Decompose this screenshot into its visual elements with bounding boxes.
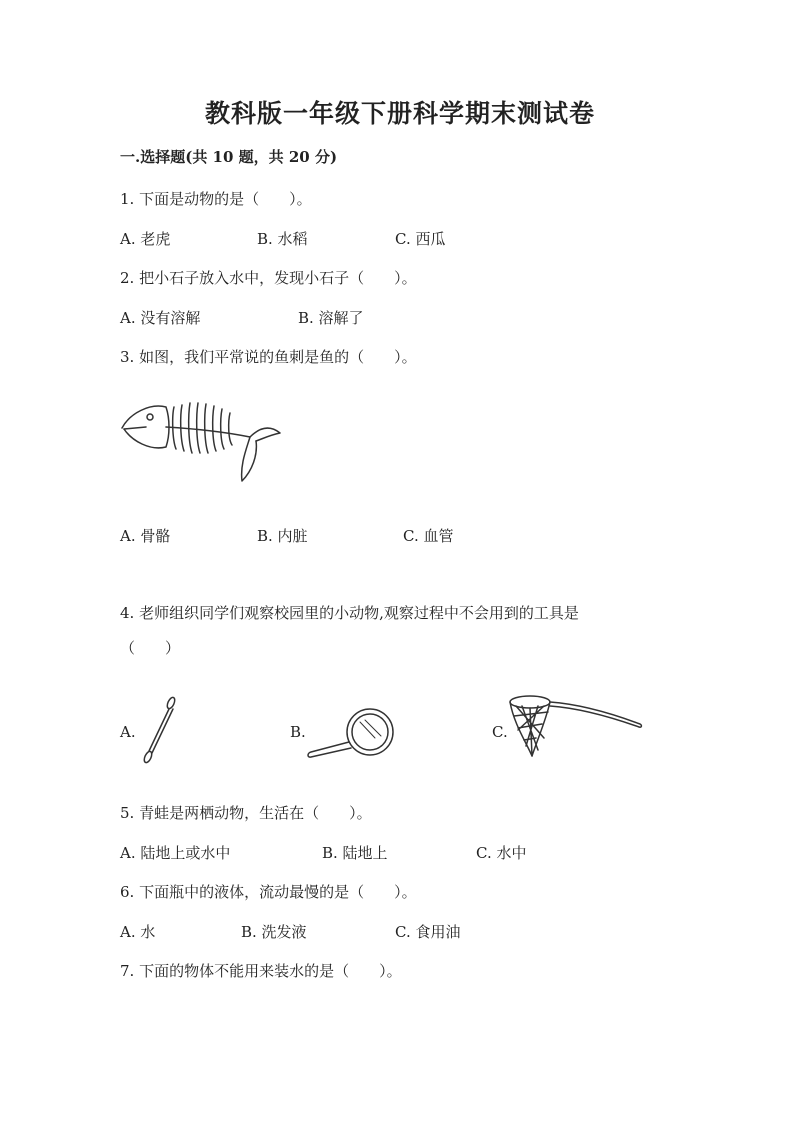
q6-option-c[interactable]: C. 食用油	[395, 923, 461, 941]
question-2: 2. 把小石子放入水中，发现小石子（ ）。	[120, 269, 417, 287]
q4-option-b[interactable]: B.	[290, 723, 306, 741]
magnifying-glass-icon[interactable]	[305, 708, 400, 758]
q2-option-b[interactable]: B. 溶解了	[298, 309, 364, 327]
q1-option-a[interactable]: A. 老虎	[120, 230, 171, 248]
cotton-swab-icon[interactable]	[140, 695, 180, 765]
page-title: 教科版一年级下册科学期末测试卷	[204, 99, 595, 128]
insect-net-icon[interactable]	[508, 690, 648, 765]
fish-skeleton-image	[120, 395, 285, 485]
q3-option-b[interactable]: B. 内脏	[257, 527, 308, 545]
q3-option-c[interactable]: C. 血管	[403, 527, 454, 545]
section-heading: 一.选择题(共 10 题，共 20 分)	[120, 148, 338, 166]
q2-option-a[interactable]: A. 没有溶解	[120, 309, 201, 327]
question-6: 6. 下面瓶中的液体，流动最慢的是（ ）。	[120, 883, 417, 901]
q6-option-b[interactable]: B. 洗发液	[241, 923, 307, 941]
q1-option-b[interactable]: B. 水稻	[257, 230, 308, 248]
question-7: 7. 下面的物体不能用来装水的是（ ）。	[120, 962, 402, 980]
q4-option-a[interactable]: A.	[120, 723, 136, 741]
question-4-continued: （ ）	[120, 639, 181, 657]
question-4: 4. 老师组织同学们观察校园里的小动物,观察过程中不会用到的工具是	[120, 604, 579, 622]
q4-option-c[interactable]: C.	[492, 723, 508, 741]
q1-option-c[interactable]: C. 西瓜	[395, 230, 446, 248]
q5-option-a[interactable]: A. 陆地上或水中	[120, 844, 231, 862]
q5-option-c[interactable]: C. 水中	[476, 844, 527, 862]
question-1: 1. 下面是动物的是（ ）。	[120, 190, 312, 208]
q6-option-a[interactable]: A. 水	[120, 923, 156, 941]
q5-option-b[interactable]: B. 陆地上	[322, 844, 388, 862]
question-3: 3. 如图，我们平常说的鱼刺是鱼的（ ）。	[120, 348, 417, 366]
question-5: 5. 青蛙是两栖动物，生活在（ ）。	[120, 804, 372, 822]
q3-option-a[interactable]: A. 骨骼	[120, 527, 171, 545]
